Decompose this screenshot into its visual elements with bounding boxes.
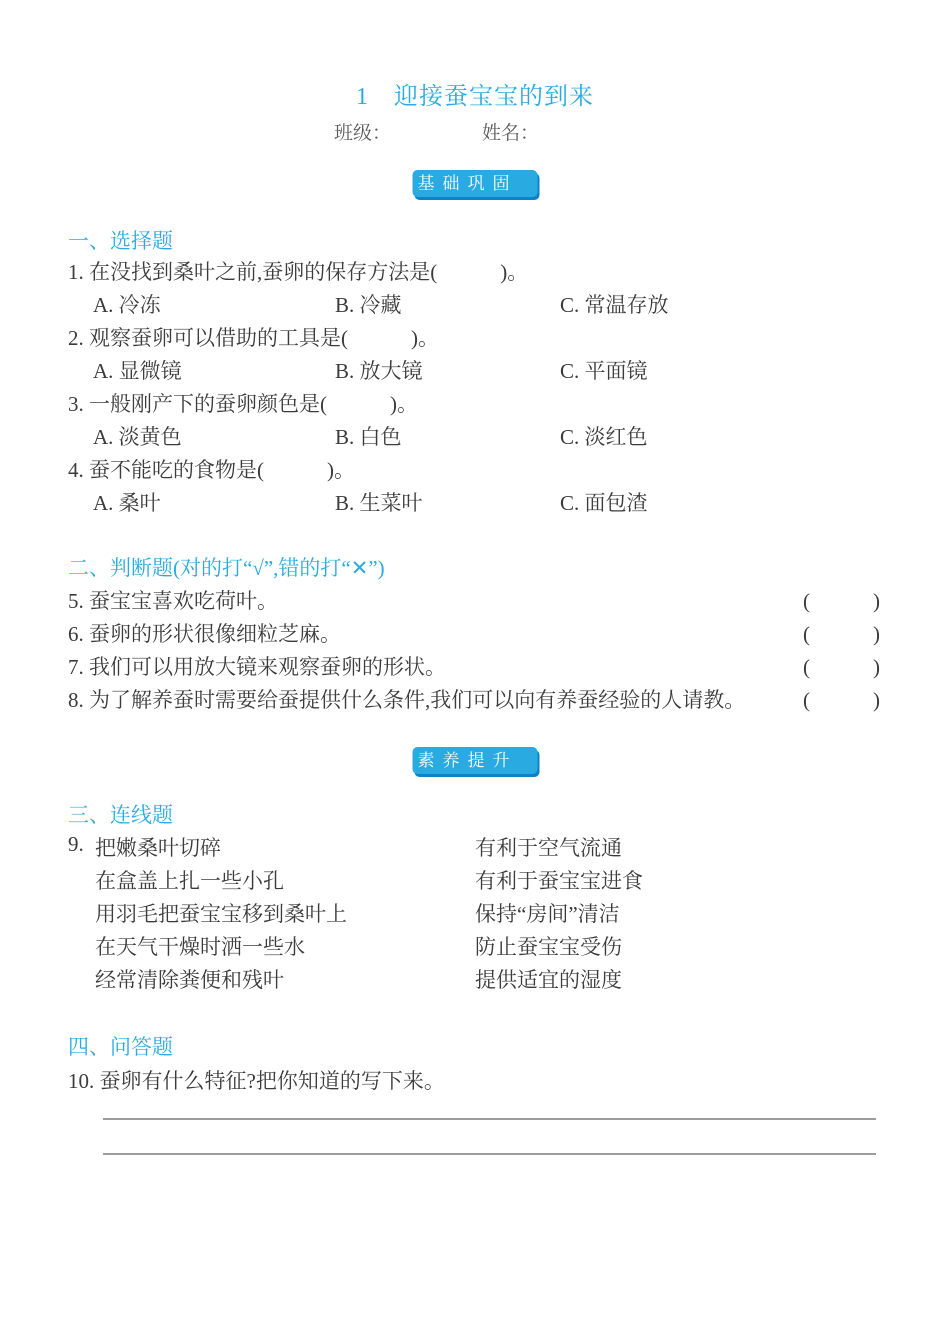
question-3-option-a: A. 淡黄色 xyxy=(93,425,182,449)
question-1-options xyxy=(0,289,950,317)
judge-question-5-row xyxy=(68,585,880,615)
question-2-option-c: C. 平面镜 xyxy=(560,359,648,383)
matching-row-5 xyxy=(0,964,950,992)
name-label: 姓名： xyxy=(482,123,540,144)
question-4-option-a: A. 桑叶 xyxy=(93,491,161,515)
judge-question-6-row xyxy=(68,618,880,648)
matching-left-item-4: 在天气干燥时洒一些水 xyxy=(95,935,305,959)
question-5-text: 5. 蚕宝宝喜欢吃荷叶。 xyxy=(68,589,278,613)
matching-left-item-1: 把嫩桑叶切碎 xyxy=(95,836,221,860)
question-4-option-c: C. 面包渣 xyxy=(560,491,648,515)
badge-literacy-improvement: 素养提升 xyxy=(413,747,538,774)
section-heading-matching: 三、连线题 xyxy=(68,803,173,827)
section-heading-choice: 一、选择题 xyxy=(68,229,173,253)
judge-question-8-row xyxy=(68,684,880,714)
question-3-text: 3. 一般刚产下的蚕卵颜色是( )。 xyxy=(68,392,418,416)
section-heading-judge: 二、判断题(对的打“√”,错的打“✕”) xyxy=(68,556,385,580)
matching-left-item-3: 用羽毛把蚕宝宝移到桑叶上 xyxy=(95,902,347,926)
question-2-text: 2. 观察蚕卵可以借助的工具是( )。 xyxy=(68,326,439,350)
judge-question-7-row xyxy=(68,651,880,681)
question-2-options xyxy=(0,355,950,383)
matching-left-item-2: 在盒盖上扎一些小孔 xyxy=(95,869,284,893)
question-9-number: 9. xyxy=(68,832,84,856)
question-2-option-b: B. 放大镜 xyxy=(335,359,423,383)
page-title: 1 迎接蚕宝宝的到来 xyxy=(356,84,594,110)
matching-right-item-4: 防止蚕宝宝受伤 xyxy=(475,935,622,959)
matching-left-item-5: 经常清除粪便和残叶 xyxy=(95,968,284,992)
matching-right-item-2: 有利于蚕宝宝进食 xyxy=(475,869,643,893)
question-7-answer-parens: ( ) xyxy=(803,655,880,679)
matching-row-2 xyxy=(0,865,950,893)
question-3-option-c: C. 淡红色 xyxy=(560,425,648,449)
question-5-answer-parens: ( ) xyxy=(803,589,880,613)
question-4-options xyxy=(0,487,950,515)
question-3-options xyxy=(0,421,950,449)
question-6-answer-parens: ( ) xyxy=(803,622,880,646)
badge-basic-consolidation: 基础巩固 xyxy=(413,170,538,197)
question-1-text: 1. 在没找到桑叶之前,蚕卵的保存方法是( )。 xyxy=(68,260,529,284)
matching-right-item-1: 有利于空气流通 xyxy=(475,836,622,860)
answer-line-2 xyxy=(103,1153,876,1155)
question-3-option-b: B. 白色 xyxy=(335,425,402,449)
section-heading-qa: 四、问答题 xyxy=(68,1035,173,1059)
question-1-option-a: A. 冷冻 xyxy=(93,293,161,317)
question-10-text: 10. 蚕卵有什么特征?把你知道的写下来。 xyxy=(68,1069,445,1093)
class-label: 班级： xyxy=(334,123,392,144)
question-4-text: 4. 蚕不能吃的食物是( )。 xyxy=(68,458,355,482)
answer-line-1 xyxy=(103,1118,876,1120)
question-6-text: 6. 蚕卵的形状很像细粒芝麻。 xyxy=(68,622,341,646)
matching-row-4 xyxy=(0,931,950,959)
question-7-text: 7. 我们可以用放大镜来观察蚕卵的形状。 xyxy=(68,655,446,679)
question-2-option-a: A. 显微镜 xyxy=(93,359,182,383)
question-1-option-b: B. 冷藏 xyxy=(335,293,402,317)
matching-row-3 xyxy=(0,898,950,926)
matching-right-item-3: 保持“房间”清洁 xyxy=(475,902,620,926)
matching-right-item-5: 提供适宜的湿度 xyxy=(475,968,622,992)
question-8-text: 8. 为了解养蚕时需要给蚕提供什么条件,我们可以向有养蚕经验的人请教。 xyxy=(68,688,746,712)
question-1-option-c: C. 常温存放 xyxy=(560,293,669,317)
matching-row-1 xyxy=(0,832,950,860)
question-8-answer-parens: ( ) xyxy=(803,688,880,712)
question-4-option-b: B. 生菜叶 xyxy=(335,491,423,515)
